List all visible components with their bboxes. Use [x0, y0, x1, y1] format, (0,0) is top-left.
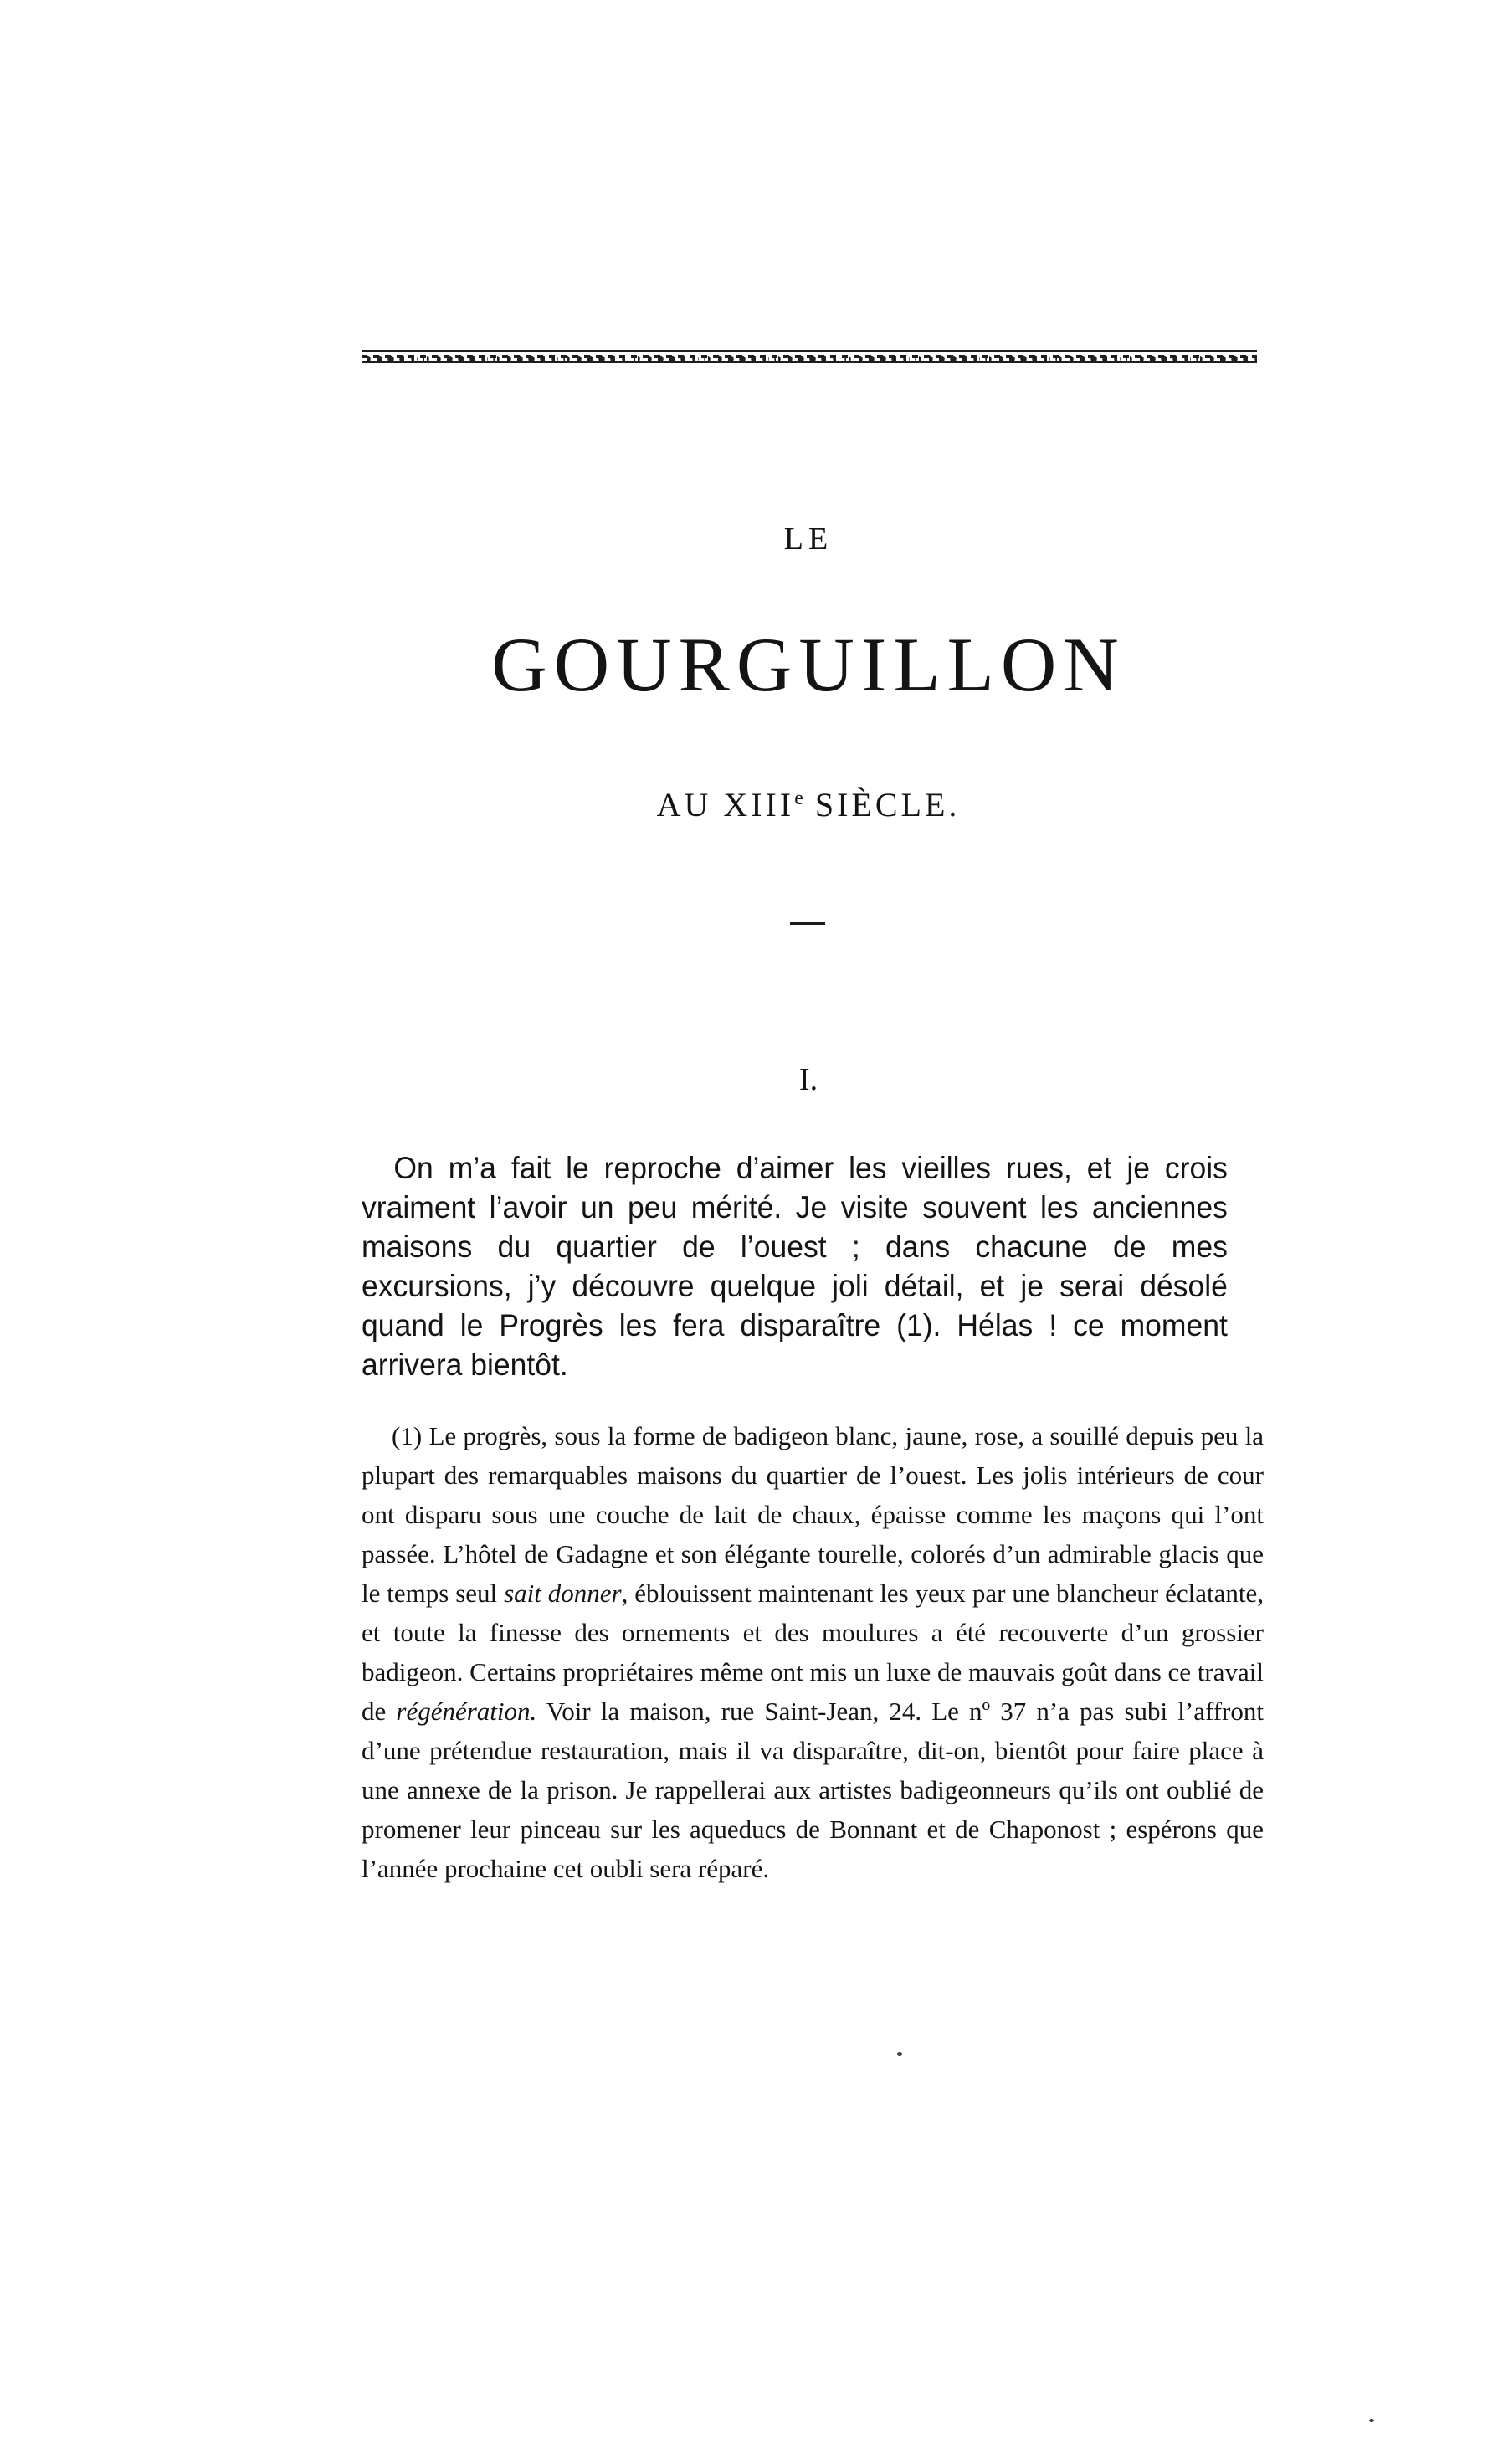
subtitle-superscript: e: [794, 788, 803, 809]
body-text: [362, 1148, 1228, 1384]
footnote-italic-1: sait donner: [504, 1578, 622, 1608]
ink-speck: [1369, 2419, 1374, 2422]
section-divider: [790, 922, 825, 925]
footnote-text-2: , éblouissent maintenant les yeux par une blancheur éclatante, et toute la finesse des ornements et des moulures a été recouverte d’un grossier badigeon. Certains propriétaires même ont mis un luxe de mauvais goût dans ce travail de: [362, 1578, 1264, 1726]
subtitle-before: AU XIII: [656, 786, 795, 824]
footnote: [362, 1416, 1264, 1888]
body-paragraph: On m’a fait le reproche d’aimer les vieilles rues, et je crois vraiment l’avoir un peu mérité. Je visite souvent les anciennes maisons du quartier de l’ouest ; dans chacune de mes excursions, j’y découvre quelque joli détail, et je serai désolé quand le Progrès les fera disparaître (1). Hélas ! ce moment arrivera bientôt.: [362, 1151, 1228, 1382]
footnote-paragraph: [362, 1416, 1264, 1888]
page-title: GOURGUILLON: [491, 622, 1126, 707]
ink-speck: [897, 2052, 902, 2056]
section-number: I.: [798, 1062, 818, 1097]
footnote-text-3: Voir la maison, rue Saint-Jean, 24. Le nº 37 n’a pas subi l’affront d’une prétendue restauration, mais il va disparaître, dit-on, bientôt pour faire place à une annexe de la prison. Je rappellerai aux artistes badigeonneurs qu’ils ont oublié de promener leur pinceau sur les aqueducs de Bonnant et de Chaponost ; espérons que l’année prochaine cet oubli sera réparé.: [362, 1697, 1264, 1883]
footnote-italic-2: régénération.: [396, 1697, 537, 1726]
ornamental-rule: [362, 350, 1257, 363]
pre-title: LE: [783, 521, 834, 557]
subtitle: [0, 785, 1498, 824]
subtitle-after: SIÈCLE.: [803, 786, 961, 824]
footnote-text-1: (1) Le progrès, sous la forme de badigeon blanc, jaune, rose, a souillé depuis peu la plupart des remarquables maisons du quartier de l’ouest. Les jolis intérieurs de cour ont disparu sous une couche de lait de chaux, épaisse comme les maçons qui l’ont passée. L’hôtel de Gadagne et son élégante tourelle, colorés d’un admirable glacis que le temps seul: [362, 1421, 1264, 1608]
